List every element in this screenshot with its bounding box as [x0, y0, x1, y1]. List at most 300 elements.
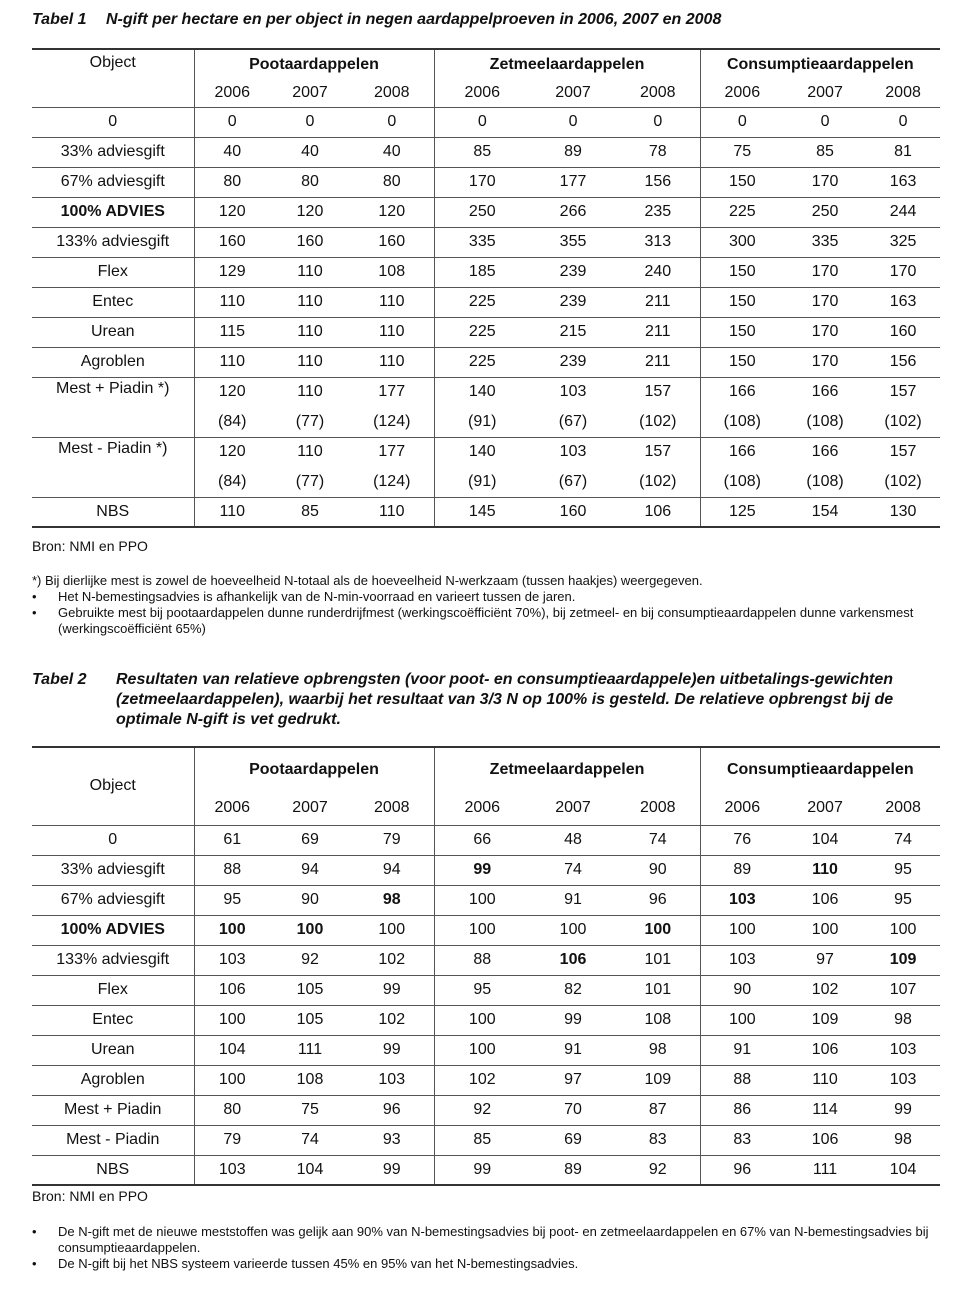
table2-cell: 85 — [434, 1125, 530, 1155]
table1-cell-sub: (84) — [194, 467, 270, 497]
table2-year-header: 2006 — [194, 791, 270, 825]
table1-cell-sub: (67) — [530, 407, 616, 437]
table2-cell: 99 — [530, 1005, 616, 1035]
table2-cell: 103 — [194, 945, 270, 975]
table2-cell: 101 — [616, 975, 700, 1005]
table2-cell: 100 — [434, 885, 530, 915]
table1-cell: 40 — [350, 137, 434, 167]
table1-cell: 78 — [616, 137, 700, 167]
table1-row — [32, 497, 940, 527]
table1-cell: 166 — [784, 377, 866, 407]
table1-cell: 244 — [866, 197, 940, 227]
table2-cell: 61 — [194, 825, 270, 855]
table2-cell: 100 — [700, 915, 784, 945]
table1-cell: 170 — [784, 257, 866, 287]
table1-cell: 85 — [270, 497, 350, 527]
table2-year-header: 2008 — [350, 791, 434, 825]
table1-year-header: 2008 — [350, 79, 434, 107]
table2-year-header: 2008 — [616, 791, 700, 825]
table1-cell: 110 — [350, 497, 434, 527]
table2-cell: 103 — [700, 885, 784, 915]
table1-cell-sub: (91) — [434, 407, 530, 437]
table2-cell: 94 — [350, 855, 434, 885]
table1-cell: 130 — [866, 497, 940, 527]
table2-row — [32, 825, 940, 855]
table2-header-row-groups — [32, 747, 940, 791]
table2-row-label: 33% adviesgift — [32, 855, 194, 885]
table2-cell: 95 — [434, 975, 530, 1005]
table2-cell: 103 — [866, 1035, 940, 1065]
table2-cell: 109 — [616, 1065, 700, 1095]
table2-cell: 102 — [784, 975, 866, 1005]
table1-cell: 150 — [700, 287, 784, 317]
table1-cell: 163 — [866, 167, 940, 197]
table1-row — [32, 437, 940, 467]
table1-row-label: 0 — [32, 107, 194, 137]
table1-cell: 335 — [434, 227, 530, 257]
table2-cell: 102 — [350, 1005, 434, 1035]
table1-year-header: 2007 — [784, 79, 866, 107]
table2-cell: 99 — [350, 975, 434, 1005]
table1-cell: 215 — [530, 317, 616, 347]
table1 — [32, 48, 940, 528]
table1-cell: 235 — [616, 197, 700, 227]
table2-cell: 100 — [194, 1065, 270, 1095]
table1-cell: 177 — [350, 437, 434, 467]
table2-cell: 103 — [700, 945, 784, 975]
table2-row — [32, 855, 940, 885]
table2-cell: 69 — [530, 1125, 616, 1155]
table2-year-header: 2008 — [866, 791, 940, 825]
table2-note-text: De N-gift bij het NBS systeem varieerde tussen 45% en 95% van het N-bemestingsadvies. — [58, 1256, 579, 1271]
table1-row-label: Flex — [32, 257, 194, 287]
table1-cell: 225 — [434, 317, 530, 347]
table1-group-header: Zetmeelaardappelen — [434, 49, 700, 79]
table1-cell: 250 — [434, 197, 530, 227]
table2-cell: 69 — [270, 825, 350, 855]
table2 — [32, 746, 940, 1186]
table2-cell: 110 — [784, 855, 866, 885]
table2-row — [32, 1125, 940, 1155]
table2-cell: 95 — [194, 885, 270, 915]
table2-cell: 100 — [194, 915, 270, 945]
table1-year-header: 2008 — [866, 79, 940, 107]
table1-year-header: 2007 — [530, 79, 616, 107]
table1-cell: 160 — [194, 227, 270, 257]
table1-cell: 110 — [270, 377, 350, 407]
table2-cell: 111 — [270, 1035, 350, 1065]
table2-cell: 106 — [784, 885, 866, 915]
table1-cell-sub: (67) — [530, 467, 616, 497]
table2-cell: 89 — [700, 855, 784, 885]
table2-cell: 100 — [350, 915, 434, 945]
table2-cell: 100 — [700, 1005, 784, 1035]
table2-source: Bron: NMI en PPO — [32, 1188, 148, 1204]
table2-cell: 99 — [434, 855, 530, 885]
table1-cell: 120 — [194, 377, 270, 407]
table1-cell: 150 — [700, 167, 784, 197]
table1-cell-sub: (102) — [866, 407, 940, 437]
table1-note — [32, 589, 932, 605]
table1-cell-sub: (124) — [350, 407, 434, 437]
table2-row — [32, 915, 940, 945]
table2-year-header: 2006 — [434, 791, 530, 825]
table2-row — [32, 945, 940, 975]
table2-cell: 99 — [866, 1095, 940, 1125]
table1-cell: 239 — [530, 347, 616, 377]
table1-cell: 0 — [350, 107, 434, 137]
table2-cell: 97 — [784, 945, 866, 975]
table1-cell: 85 — [434, 137, 530, 167]
table1-row — [32, 227, 940, 257]
table1-cell: 106 — [616, 497, 700, 527]
table2-row-label: NBS — [32, 1155, 194, 1185]
table1-cell: 75 — [700, 137, 784, 167]
table1-number: Tabel 1 — [32, 11, 87, 28]
table1-cell: 110 — [270, 317, 350, 347]
table1-row-label: NBS — [32, 497, 194, 527]
table1-cell: 140 — [434, 377, 530, 407]
table1-cell: 300 — [700, 227, 784, 257]
bullet-icon: • — [32, 589, 37, 604]
table2-cell: 100 — [434, 915, 530, 945]
table2-cell: 82 — [530, 975, 616, 1005]
table1-cell: 89 — [530, 137, 616, 167]
table1-cell: 110 — [270, 257, 350, 287]
table2-cell: 97 — [530, 1065, 616, 1095]
table2-cell: 103 — [866, 1065, 940, 1095]
table1-cell: 225 — [700, 197, 784, 227]
table1-cell: 145 — [434, 497, 530, 527]
table2-cell: 114 — [784, 1095, 866, 1125]
table1-cell: 81 — [866, 137, 940, 167]
table2-cell: 74 — [530, 855, 616, 885]
table2-note-text: De N-gift met de nieuwe meststoffen was gelijk aan 90% van N-bemestingsadvies bij poot- en zetmeelaardappelen en 67% van N-bemestingsadvies bij consumptieaardappelen. — [58, 1224, 929, 1255]
table1-cell: 0 — [616, 107, 700, 137]
table1-cell: 156 — [616, 167, 700, 197]
table1-cell: 166 — [700, 437, 784, 467]
table1-cell: 0 — [866, 107, 940, 137]
bullet-icon: • — [32, 1224, 37, 1239]
table1-year-header: 2006 — [194, 79, 270, 107]
table2-cell: 70 — [530, 1095, 616, 1125]
table1-source: Bron: NMI en PPO — [32, 538, 148, 554]
table2-note — [32, 1256, 932, 1272]
table1-cell-sub: (91) — [434, 467, 530, 497]
table1-caption — [32, 10, 952, 30]
table1-cell: 0 — [700, 107, 784, 137]
table1-cell: 40 — [194, 137, 270, 167]
table1-cell: 177 — [350, 377, 434, 407]
table2-cell: 95 — [866, 885, 940, 915]
table2-cell: 83 — [616, 1125, 700, 1155]
table1-cell: 160 — [350, 227, 434, 257]
table2-cell: 76 — [700, 825, 784, 855]
table1-cell-sub: (77) — [270, 467, 350, 497]
table2-year-header: 2007 — [784, 791, 866, 825]
table2-cell: 90 — [700, 975, 784, 1005]
table2-cell: 91 — [530, 1035, 616, 1065]
table2-group-header: Pootaardappelen — [194, 747, 434, 791]
table1-cell: 110 — [194, 497, 270, 527]
table2-cell: 102 — [434, 1065, 530, 1095]
table1-cell: 115 — [194, 317, 270, 347]
table1-row-label: Agroblen — [32, 347, 194, 377]
table2-cell: 110 — [784, 1065, 866, 1095]
table2-cell: 104 — [866, 1155, 940, 1185]
table1-year-header: 2006 — [700, 79, 784, 107]
table1-cell: 140 — [434, 437, 530, 467]
table1-cell-sub: (84) — [194, 407, 270, 437]
table2-cell: 74 — [866, 825, 940, 855]
table1-row — [32, 317, 940, 347]
table1-row — [32, 107, 940, 137]
table1-cell-sub: (108) — [784, 467, 866, 497]
table2-cell: 101 — [616, 945, 700, 975]
table1-cell: 160 — [530, 497, 616, 527]
table1-cell: 239 — [530, 257, 616, 287]
table1-cell-sub: (124) — [350, 467, 434, 497]
table2-row-label: 0 — [32, 825, 194, 855]
table1-cell: 211 — [616, 347, 700, 377]
table1-cell: 150 — [700, 257, 784, 287]
table1-row — [32, 347, 940, 377]
table1-cell: 85 — [784, 137, 866, 167]
table2-row — [32, 1065, 940, 1095]
table2-title: Resultaten van relatieve opbrengsten (voor poot- en consumptieaardappele)en uitbetalings-gewichten (zetmeelaardappelen), waarbij het resultaat van 3/3 N op 100% is gesteld. De relatieve opbrengst bij de optimale N-gift is vet gedrukt. — [116, 671, 894, 728]
table1-note-text: Het N-bemestingsadvies is afhankelijk van de N-min-voorraad en varieert tussen de jaren. — [58, 589, 576, 604]
table1-cell: 150 — [700, 347, 784, 377]
table2-cell: 103 — [350, 1065, 434, 1095]
table2-cell: 105 — [270, 975, 350, 1005]
table2-cell: 48 — [530, 825, 616, 855]
table2-cell: 96 — [350, 1095, 434, 1125]
table1-cell: 80 — [270, 167, 350, 197]
table2-cell: 98 — [616, 1035, 700, 1065]
table2-cell: 100 — [194, 1005, 270, 1035]
table2-cell: 100 — [530, 915, 616, 945]
table1-cell: 170 — [784, 167, 866, 197]
table2-cell: 80 — [194, 1095, 270, 1125]
table1-note-text: Gebruikte mest bij pootaardappelen dunne runderdrijfmest (werkingscoëfficiënt 70%), bij zetmeel- en bij consumptieaardappelen dunne varkensmest (werkingscoëfficiënt 65%) — [58, 605, 914, 636]
table2-row-label: Mest + Piadin — [32, 1095, 194, 1125]
table2-group-header: Zetmeelaardappelen — [434, 747, 700, 791]
table2-object-header: Object — [32, 747, 194, 825]
table2-cell: 79 — [350, 825, 434, 855]
table1-note — [32, 573, 932, 589]
table2-row — [32, 885, 940, 915]
table1-cell: 225 — [434, 287, 530, 317]
table1-cell: 40 — [270, 137, 350, 167]
table2-cell: 104 — [270, 1155, 350, 1185]
table1-cell: 157 — [616, 437, 700, 467]
table1-year-header: 2006 — [434, 79, 530, 107]
table2-cell: 87 — [616, 1095, 700, 1125]
table2-cell: 74 — [270, 1125, 350, 1155]
table2-year-header: 2006 — [700, 791, 784, 825]
table2-cell: 89 — [530, 1155, 616, 1185]
table1-cell: 166 — [784, 437, 866, 467]
table1-row-label: Mest + Piadin *) — [32, 377, 194, 437]
table2-row — [32, 1005, 940, 1035]
table1-cell: 325 — [866, 227, 940, 257]
table2-cell: 90 — [270, 885, 350, 915]
table1-cell: 170 — [784, 347, 866, 377]
table1-cell: 160 — [270, 227, 350, 257]
table2-year-header: 2007 — [530, 791, 616, 825]
table2-cell: 99 — [434, 1155, 530, 1185]
table1-cell: 103 — [530, 377, 616, 407]
table1-cell-sub: (102) — [616, 407, 700, 437]
table1-cell: 0 — [530, 107, 616, 137]
bullet-icon: • — [32, 605, 37, 620]
table1-cell: 163 — [866, 287, 940, 317]
table1-row — [32, 167, 940, 197]
table1-cell: 120 — [270, 197, 350, 227]
table1-row — [32, 377, 940, 407]
table1-cell: 108 — [350, 257, 434, 287]
table2-note — [32, 1224, 932, 1256]
table2-cell: 96 — [616, 885, 700, 915]
table1-cell: 0 — [270, 107, 350, 137]
table1-cell: 80 — [350, 167, 434, 197]
table1-cell: 125 — [700, 497, 784, 527]
table2-group-header: Consumptieaardappelen — [700, 747, 940, 791]
table2-cell: 104 — [784, 825, 866, 855]
table1-group-header: Pootaardappelen — [194, 49, 434, 79]
table1-cell-sub: (102) — [616, 467, 700, 497]
table1-cell: 157 — [866, 377, 940, 407]
table1-cell: 110 — [270, 287, 350, 317]
table2-cell: 100 — [866, 915, 940, 945]
table2-year-header: 2007 — [270, 791, 350, 825]
table2-cell: 91 — [700, 1035, 784, 1065]
table2-cell: 106 — [784, 1125, 866, 1155]
table1-cell: 110 — [350, 347, 434, 377]
table2-caption — [32, 670, 932, 730]
table2-cell: 100 — [434, 1035, 530, 1065]
table1-cell: 211 — [616, 287, 700, 317]
table2-cell: 109 — [866, 945, 940, 975]
table1-row — [32, 137, 940, 167]
table1-header — [32, 49, 940, 107]
table1-cell: 120 — [350, 197, 434, 227]
table1-cell: 157 — [616, 377, 700, 407]
table2-cell: 108 — [270, 1065, 350, 1095]
table1-cell: 120 — [194, 197, 270, 227]
table1-cell: 156 — [866, 347, 940, 377]
table2-cell: 74 — [616, 825, 700, 855]
table2-cell: 111 — [784, 1155, 866, 1185]
table2-row-label: Flex — [32, 975, 194, 1005]
table2-cell: 106 — [194, 975, 270, 1005]
table2-cell: 106 — [784, 1035, 866, 1065]
table1-cell: 250 — [784, 197, 866, 227]
table2-cell: 98 — [350, 885, 434, 915]
table1-row-label: 133% adviesgift — [32, 227, 194, 257]
table2-cell: 90 — [616, 855, 700, 885]
table1-cell: 0 — [434, 107, 530, 137]
table2-cell: 95 — [866, 855, 940, 885]
table2-cell: 100 — [784, 915, 866, 945]
table1-cell: 110 — [270, 437, 350, 467]
table1-cell: 103 — [530, 437, 616, 467]
table1-cell: 313 — [616, 227, 700, 257]
table2-cell: 86 — [700, 1095, 784, 1125]
table2-cell: 98 — [866, 1005, 940, 1035]
table1-cell: 355 — [530, 227, 616, 257]
table2-cell: 93 — [350, 1125, 434, 1155]
table1-cell: 177 — [530, 167, 616, 197]
table1-cell: 0 — [784, 107, 866, 137]
table1-body — [32, 107, 940, 527]
table2-notes — [32, 1224, 932, 1272]
table2-row — [32, 1095, 940, 1125]
table2-cell: 92 — [616, 1155, 700, 1185]
table2-cell: 66 — [434, 825, 530, 855]
table1-row-label: 33% adviesgift — [32, 137, 194, 167]
table1-row-label: 100% ADVIES — [32, 197, 194, 227]
table2-cell: 91 — [530, 885, 616, 915]
table1-object-header: Object — [32, 49, 194, 107]
table1-cell: 80 — [194, 167, 270, 197]
table1-cell: 225 — [434, 347, 530, 377]
table2-cell: 94 — [270, 855, 350, 885]
table2-cell: 88 — [700, 1065, 784, 1095]
table1-cell-sub: (108) — [700, 407, 784, 437]
table1-cell: 110 — [350, 287, 434, 317]
table1-note-text: *) Bij dierlijke mest is zowel de hoeveelheid N-totaal als de hoeveelheid N-werkzaam (tussen haakjes) weergegeven. — [32, 573, 703, 588]
table1-cell: 110 — [270, 347, 350, 377]
table1-header-row-groups — [32, 49, 940, 79]
table2-row-label: 100% ADVIES — [32, 915, 194, 945]
table2-body — [32, 825, 940, 1185]
table2-cell: 99 — [350, 1035, 434, 1065]
table1-group-header: Consumptieaardappelen — [700, 49, 940, 79]
bullet-icon: • — [32, 1256, 37, 1271]
table2-row-label: Mest - Piadin — [32, 1125, 194, 1155]
table2-cell: 100 — [270, 915, 350, 945]
table1-cell: 166 — [700, 377, 784, 407]
table2-cell: 105 — [270, 1005, 350, 1035]
table2-row — [32, 1035, 940, 1065]
table2-row-label: Urean — [32, 1035, 194, 1065]
table2-cell: 88 — [434, 945, 530, 975]
table2-cell: 79 — [194, 1125, 270, 1155]
table2-cell: 103 — [194, 1155, 270, 1185]
table1-title: N-gift per hectare en per object in negen aardappelproeven in 2006, 2007 en 2008 — [106, 11, 722, 28]
table1-cell: 110 — [194, 347, 270, 377]
table2-number: Tabel 2 — [32, 671, 87, 688]
table2-cell: 92 — [434, 1095, 530, 1125]
table1-cell: 170 — [866, 257, 940, 287]
table2-cell: 99 — [350, 1155, 434, 1185]
table1-cell: 129 — [194, 257, 270, 287]
table2-cell: 98 — [866, 1125, 940, 1155]
table1-cell-sub: (108) — [784, 407, 866, 437]
table2-cell: 83 — [700, 1125, 784, 1155]
table1-cell: 239 — [530, 287, 616, 317]
table2-cell: 106 — [530, 945, 616, 975]
table2-cell: 100 — [434, 1005, 530, 1035]
table1-cell-sub: (102) — [866, 467, 940, 497]
table1-row — [32, 287, 940, 317]
table1-year-header: 2007 — [270, 79, 350, 107]
table1-cell: 160 — [866, 317, 940, 347]
table2-cell: 88 — [194, 855, 270, 885]
table1-note — [32, 605, 932, 637]
table2-row — [32, 1155, 940, 1185]
